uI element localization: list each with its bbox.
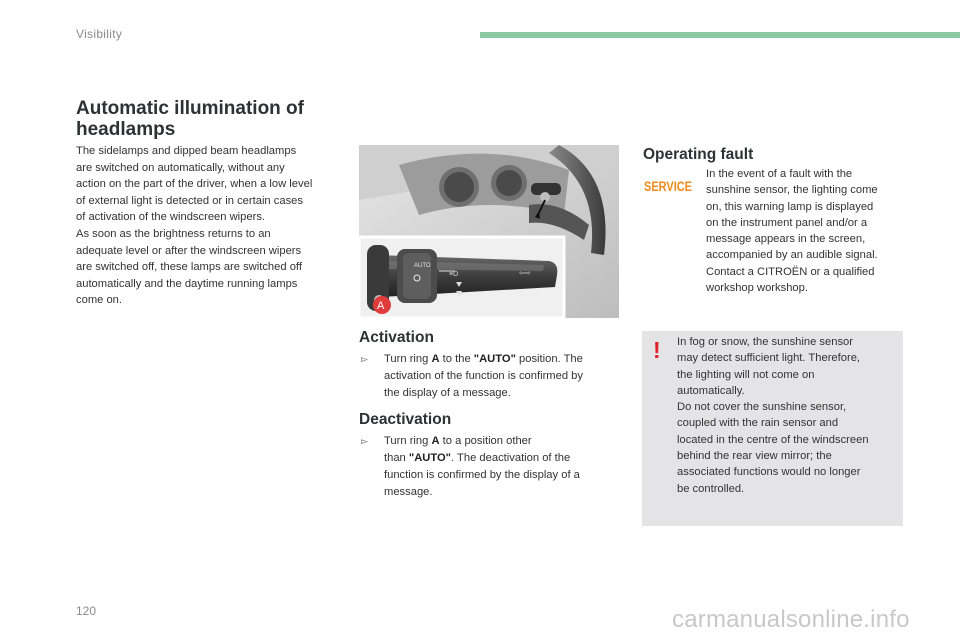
deactivation-line-1: Turn ring A to a position other bbox=[384, 435, 532, 447]
note-line: coupled with the rain sensor and bbox=[677, 417, 839, 430]
activation-instruction bbox=[361, 351, 611, 403]
intro-line: adequate level or after the windscreen wipers bbox=[76, 244, 302, 257]
page-number: 120 bbox=[76, 604, 97, 618]
deactivation-line-3: function is confirmed by the display of a bbox=[384, 469, 580, 481]
service-warning-icon bbox=[643, 177, 693, 195]
fault-line: accompanied by an audible signal. bbox=[706, 249, 878, 262]
intro-line: action on the part of the driver, when a low level bbox=[76, 178, 313, 191]
activation-line-2: activation of the function is confirmed by bbox=[384, 370, 583, 382]
fault-line: Contact a CITROËN or a qualified bbox=[706, 265, 875, 278]
fault-line: on, this warning lamp is displayed bbox=[706, 200, 874, 213]
note-line: In fog or snow, the sunshine sensor bbox=[677, 336, 854, 348]
fault-line: sunshine sensor, the lighting come bbox=[706, 184, 878, 197]
note-line: Do not cover the sunshine sensor, bbox=[677, 401, 847, 414]
fault-line: workshop workshop. bbox=[706, 282, 808, 295]
warning-note-text bbox=[677, 334, 891, 497]
deactivation-heading: Deactivation bbox=[359, 411, 452, 428]
intro-line: of activation of the windscreen wipers. bbox=[76, 211, 266, 224]
title-line-2: headlamps bbox=[76, 119, 176, 140]
fault-line: on the instrument panel and/or a bbox=[706, 216, 868, 229]
auto-label: AUTO bbox=[414, 263, 431, 269]
watermark: carmanualsonline.info bbox=[672, 606, 910, 633]
section-label: Visibility bbox=[76, 27, 123, 41]
title-line-1: Automatic illumination of bbox=[76, 98, 304, 119]
note-line: behind the rear view mirror; the bbox=[677, 450, 832, 463]
bullet-arrow-icon: ▻ bbox=[361, 436, 368, 446]
note-line: the lighting will not come on bbox=[677, 368, 815, 381]
intro-line: of external light is detected or in certain cases bbox=[76, 194, 303, 207]
note-line: be controlled. bbox=[677, 482, 745, 495]
deactivation-line-2: than "AUTO". The deactivation of the bbox=[384, 452, 571, 464]
note-line: may detect sufficient light. Therefore, bbox=[677, 352, 861, 365]
note-line: located in the centre of the windscreen bbox=[677, 433, 869, 446]
fault-line: In the event of a fault with the bbox=[706, 168, 853, 180]
activation-heading: Activation bbox=[359, 329, 434, 346]
note-line: automatically. bbox=[677, 384, 745, 397]
exclamation-warning-icon: ! bbox=[653, 337, 661, 363]
activation-line-3: the display of a message. bbox=[384, 387, 511, 399]
bullet-arrow-icon: ▻ bbox=[361, 354, 368, 364]
intro-paragraph bbox=[76, 143, 344, 309]
intro-line: The sidelamps and dipped beam headlamps bbox=[76, 145, 297, 157]
operating-fault-heading: Operating fault bbox=[643, 146, 754, 163]
lighting-stalk-illustration bbox=[359, 145, 619, 318]
intro-line: are switched off, these lamps are switched off bbox=[76, 261, 302, 274]
intro-line: automatically and the daytime running lamps bbox=[76, 277, 298, 290]
header-accent-bar bbox=[480, 32, 960, 38]
intro-line: are switched on automatically, without any bbox=[76, 161, 285, 174]
intro-line: As soon as the brightness returns to an bbox=[76, 227, 271, 240]
page-title bbox=[76, 98, 356, 140]
svg-text:≡D: ≡D bbox=[449, 271, 459, 278]
callout-a: A bbox=[377, 300, 385, 312]
intro-line: come on. bbox=[76, 294, 123, 307]
activation-line-1: Turn ring A to the "AUTO" position. The bbox=[384, 353, 583, 365]
svg-text:⇦⇨: ⇦⇨ bbox=[519, 270, 531, 277]
deactivation-instruction bbox=[361, 433, 611, 503]
deactivation-line-4: message. bbox=[384, 486, 433, 498]
fault-line: message appears in the screen, bbox=[706, 233, 866, 246]
operating-fault-text bbox=[706, 166, 900, 296]
note-line: associated functions would no longer bbox=[677, 466, 861, 479]
service-label: SERVICE bbox=[644, 179, 692, 194]
